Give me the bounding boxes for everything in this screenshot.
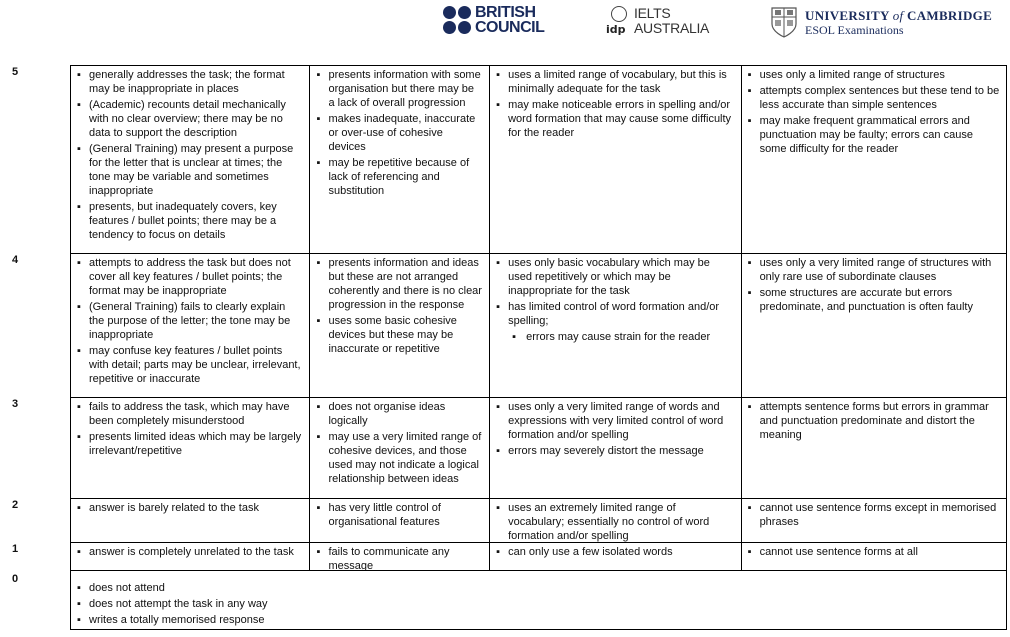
list-item: ▪ (Academic) recounts detail mechanically with no clear overview; there may be no data to support the description [77,98,303,140]
band-row-4 [70,253,1007,397]
band-row-3 [70,397,1007,498]
british-council-line2: COUNCIL [475,19,545,36]
list-item: ▪ some structures are accurate but errors predominate, and punctuation is often faulty [748,286,1000,314]
list-item: ▪ generally addresses the task; the format may be inappropriate in places [77,68,303,96]
band-row-5 [70,65,1007,253]
lexical-resource-cell [490,499,741,542]
british-council-logo [443,3,544,37]
ielts-australia-logo [606,5,709,37]
band-label-2: 2 [12,499,19,511]
list-item: ▪ does not attend [77,581,1000,595]
lexical-resource-cell [490,543,741,570]
list-item: ▪ has limited control of word formation and/or spelling; [496,300,734,328]
list-item: ▪ answer is completely unrelated to the task [77,545,303,559]
lexical-resource-cell [490,66,741,253]
cambridge-wordmark [805,8,992,37]
coherence-cohesion-cell [310,543,490,570]
sub-list-item: ▪ errors may cause strain for the reader [496,330,734,344]
list-item: ▪ presents information with some organisation but there may be a lack of overall progression [316,68,483,110]
band-label-4: 4 [12,254,19,266]
british-council-line1: BRITISH [475,4,536,21]
list-item: ▪ attempts complex sentences but these tend to be less accurate than simple sentences [748,84,1000,112]
grammatical-range-cell [742,543,1006,570]
list-item: ▪ attempts to address the task but does not cover all key features / bullet points; the format may be inappropriate [77,256,303,298]
coherence-cohesion-cell [310,499,490,542]
task-achievement-cell [71,499,310,542]
band-label-1: 1 [12,543,19,555]
grammatical-range-cell [742,398,1006,498]
idp-globe-icon [606,6,632,36]
list-item: ▪ does not attempt the task in any way [77,597,1000,611]
band-label-5: 5 [12,66,19,78]
grammatical-range-cell [742,499,1006,542]
list-item: ▪ answer is barely related to the task [77,501,303,515]
list-item: ▪ uses a limited range of vocabulary, but this is minimally adequate for the task [496,68,734,96]
british-council-dots-icon [443,6,471,34]
ielts-wordmark [634,6,709,36]
cambridge-line2: ESOL Examinations [805,22,904,37]
task-achievement-cell [71,543,310,570]
list-item: ▪ makes inadequate, inaccurate or over-use of cohesive devices [316,112,483,154]
lexical-resource-cell [490,398,741,498]
list-item: ▪ may use a very limited range of cohesive devices, and those used may not indicate a logical relationship between ideas [316,430,483,486]
ielts-line2: AUSTRALIA [634,20,710,36]
band-row-1 [70,542,1007,570]
list-item: ▪ can only use a few isolated words [496,545,734,559]
cambridge-line1: UNIVERSITY of CAMBRIDGE [805,7,993,23]
list-item: ▪ cannot use sentence forms except in memorised phrases [748,501,1000,529]
list-item: ▪ may be repetitive because of lack of referencing and substitution [316,156,483,198]
list-item: ▪ cannot use sentence forms at all [748,545,1000,559]
list-item: ▪ does not organise ideas logically [316,400,483,428]
list-item: ▪ presents limited ideas which may be largely irrelevant/repetitive [77,430,303,458]
list-item: ▪ may make frequent grammatical errors and punctuation may be faulty; errors can cause some difficulty for the reader [748,114,1000,156]
band-descriptor-table [70,65,1007,630]
list-item: ▪ may confuse key features / bullet points with detail; parts may be unclear, irrelevant, repetitive or inaccurate [77,344,303,386]
task-achievement-cell [71,254,310,397]
list-item: ▪ (General Training) fails to clearly explain the purpose of the letter; the tone may be inappropriate [77,300,303,342]
list-item: ▪ has very little control of organisational features [316,501,483,529]
list-item: ▪ attempts sentence forms but errors in grammar and punctuation predominate and distort the meaning [748,400,1000,442]
band-label-0: 0 [12,573,19,585]
list-item: ▪ (General Training) may present a purpose for the letter that is unclear at times; the tone may be variable and sometimes inappropriate [77,142,303,198]
task-achievement-cell [71,66,310,253]
list-item: ▪ may make noticeable errors in spelling and/or word formation that may cause some difficulty for the reader [496,98,734,140]
coherence-cohesion-cell [310,66,490,253]
task-achievement-cell [71,398,310,498]
band-row-0 [70,570,1007,630]
list-item: ▪ uses only a very limited range of structures with only rare use of subordinate clauses [748,256,1000,284]
list-item: ▪ uses some basic cohesive devices but these may be inaccurate or repetitive [316,314,483,356]
coherence-cohesion-cell [310,398,490,498]
grammatical-range-cell [742,66,1006,253]
british-council-wordmark [475,5,544,35]
list-item: ▪ presents, but inadequately covers, key features / bullet points; there may be a tendency to focus on details [77,200,303,242]
list-item: ▪ uses an extremely limited range of vocabulary; essentially no control of word formation and/or spelling [496,501,734,542]
list-item: ▪ uses only a very limited range of words and expressions with very limited control of word formation and/or spelling [496,400,734,442]
lexical-resource-cell [490,254,741,397]
cambridge-shield-icon [771,7,797,38]
list-item: ▪ presents information and ideas but these are not arranged coherently and there is no clear progression in the response [316,256,483,312]
list-item: ▪ writes a totally memorised response [77,613,1000,627]
band-label-3: 3 [12,398,19,410]
coherence-cohesion-cell [310,254,490,397]
list-item: ▪ fails to communicate any message [316,545,483,570]
ielts-line1: IELTS [634,5,671,21]
list-item: ▪ fails to address the task, which may have been completely misunderstood [77,400,303,428]
list-item: ▪ errors may severely distort the message [496,444,734,458]
band-zero-cell [71,571,1006,629]
list-item: ▪ uses only basic vocabulary which may be used repetitively or which may be inappropriate for the task [496,256,734,298]
cambridge-esol-logo [771,5,992,39]
grammatical-range-cell [742,254,1006,397]
idp-mark: idp [606,23,626,36]
list-item: ▪ uses only a limited range of structures [748,68,1000,82]
band-row-2 [70,498,1007,542]
